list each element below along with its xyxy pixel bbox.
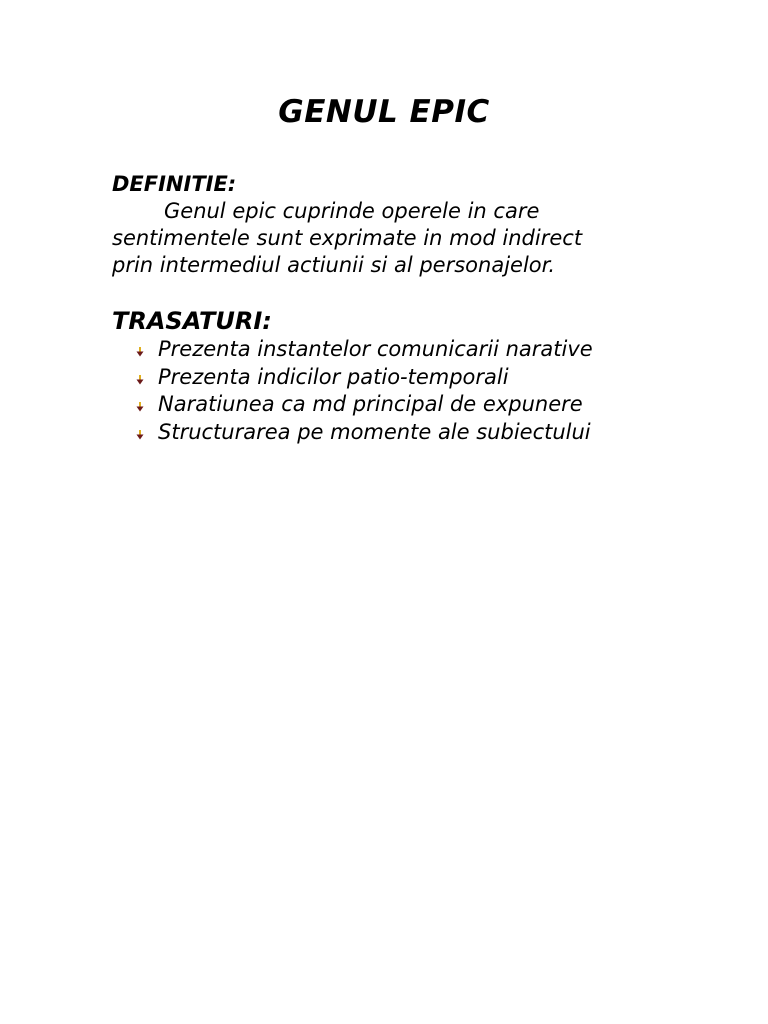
document-title: GENUL EPIC (278, 94, 490, 130)
list-item-text: Prezenta instantelor comunicarii narative (158, 337, 593, 361)
list-item (112, 419, 712, 447)
list-item (112, 364, 712, 392)
definition-line: Genul epic cuprinde operele in care (164, 199, 540, 223)
definition-line: sentimentele sunt exprimate in mod indirect (112, 226, 583, 250)
arrow-down-bullet-icon (136, 402, 144, 412)
definition-line: prin intermediul actiunii si al personajelor. (112, 253, 556, 277)
features-heading: TRASATURI: (112, 307, 272, 335)
arrow-down-bullet-icon (136, 375, 144, 385)
definition-paragraph (112, 198, 672, 279)
arrow-down-bullet-icon (136, 430, 144, 440)
list-item (112, 336, 712, 364)
list-item (112, 391, 712, 419)
features-list (112, 336, 712, 446)
list-item-text: Naratiunea ca md principal de expunere (158, 392, 583, 416)
list-item-text: Prezenta indicilor patio-temporali (158, 364, 509, 389)
arrow-down-bullet-icon (136, 347, 144, 357)
definition-heading: DEFINITIE: (112, 172, 237, 196)
list-item-text: Structurarea pe momente ale subiectului (158, 419, 591, 444)
